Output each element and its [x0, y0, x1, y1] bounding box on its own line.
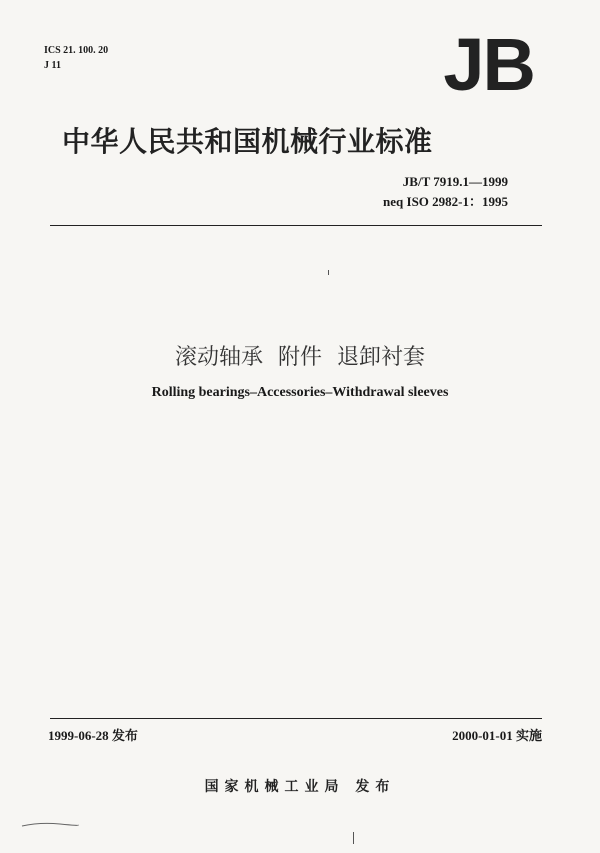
document-title-en: Rolling bearings–Accessories–Withdrawal sleeves: [151, 385, 449, 400]
standard-number: JB/T 7919.1—1999: [402, 174, 508, 189]
classification-code: J 11: [44, 60, 61, 71]
scan-mark: [20, 818, 80, 832]
scan-speck-bottom: [353, 832, 354, 844]
iso-equivalence: neq ISO 2982-1：1995: [383, 194, 508, 209]
header-divider: [50, 225, 542, 226]
implementation-date: 2000-01-01 实施: [452, 728, 542, 743]
organization-title: 中华人民共和国机械行业标准: [62, 125, 433, 158]
issue-date: 1999-06-28 发布: [48, 728, 138, 743]
document-title-cn: 滚动轴承 附件 退卸衬套: [175, 345, 425, 370]
footer-divider: [50, 718, 542, 719]
scan-speck: [328, 270, 329, 275]
ics-code: ICS 21. 100. 20: [44, 45, 109, 56]
jb-logo: JB: [443, 23, 534, 106]
publisher: 国家机械工业局 发布: [204, 779, 396, 795]
